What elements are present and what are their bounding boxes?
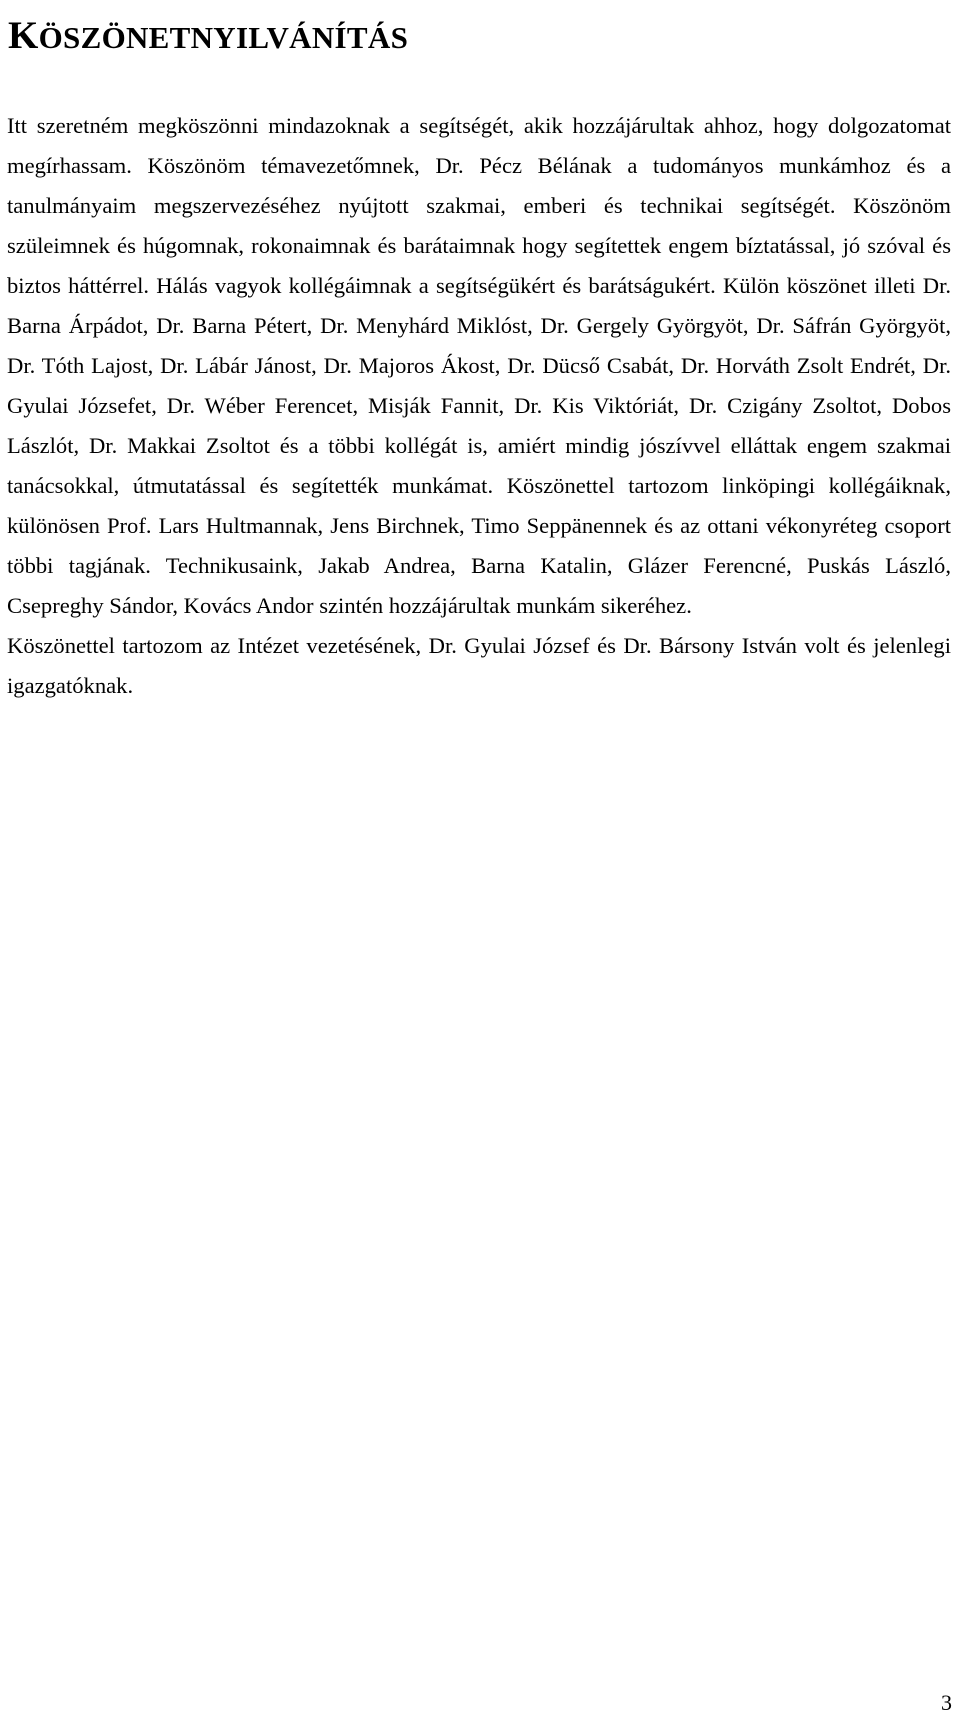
page-title-initial: K	[8, 14, 39, 57]
page-title-rest: ÖSZÖNETNYILVÁNÍTÁS	[38, 20, 409, 55]
paragraph-directors: Köszönettel tartozom az Intézet vezetésének, Dr. Gyulai József és Dr. Bársony István volt és jelenlegi igazgatóknak.	[7, 633, 951, 698]
acknowledgements-body	[7, 106, 951, 706]
paragraph-acknowledgements: Itt szeretném megköszönni mindazoknak a segítségét, akik hozzájárultak ahhoz, hogy dolgozatomat megírhassam. Köszönöm témavezetőmnek, Dr. Pécz Bélának a tudományos munkámhoz és a tanulmányaim megszervezéséhez nyújtott szakmai, emberi és technikai segítségét. Köszönöm szüleimnek és húgomnak, rokonaimnak és barátaimnak hogy segítettek engem bíztatással, jó szóval és biztos háttérrel. Hálás vagyok kollégáimnak a segítségükért és barátságukért. Külön köszönet illeti Dr. Barna Árpádot, Dr. Barna Pétert, Dr. Menyhárd Miklóst, Dr. Gergely Györgyöt, Dr. Sáfrán Györgyöt, Dr. Tóth Lajost, Dr. Lábár Jánost, Dr. Majoros Ákost, Dr. Dücső Csabát, Dr. Horváth Zsolt Endrét, Dr. Gyulai Józsefet, Dr. Wéber Ferencet, Misják Fannit, Dr. Kis Viktóriát, Dr. Czigány Zsoltot, Dobos Lászlót, Dr. Makkai Zsoltot és a többi kollégát is, amiért mindig jószívvel elláttak engem szakmai tanácsokkal, útmutatással és segítették munkámat. Köszönettel tartozom linköpingi kollégáiknak, különösen Prof. Lars Hultmannak, Jens Birchnek, Timo Seppänennek és az ottani vékonyréteg csoport többi tagjának. Technikusaink, Jakab Andrea, Barna Katalin, Glázer Ferencné, Puskás László, Csepreghy Sándor, Kovács Andor szintén hozzájárultak munkám sikeréhez.	[7, 113, 951, 618]
page-title	[8, 14, 408, 59]
page-number: 3	[941, 1690, 952, 1715]
